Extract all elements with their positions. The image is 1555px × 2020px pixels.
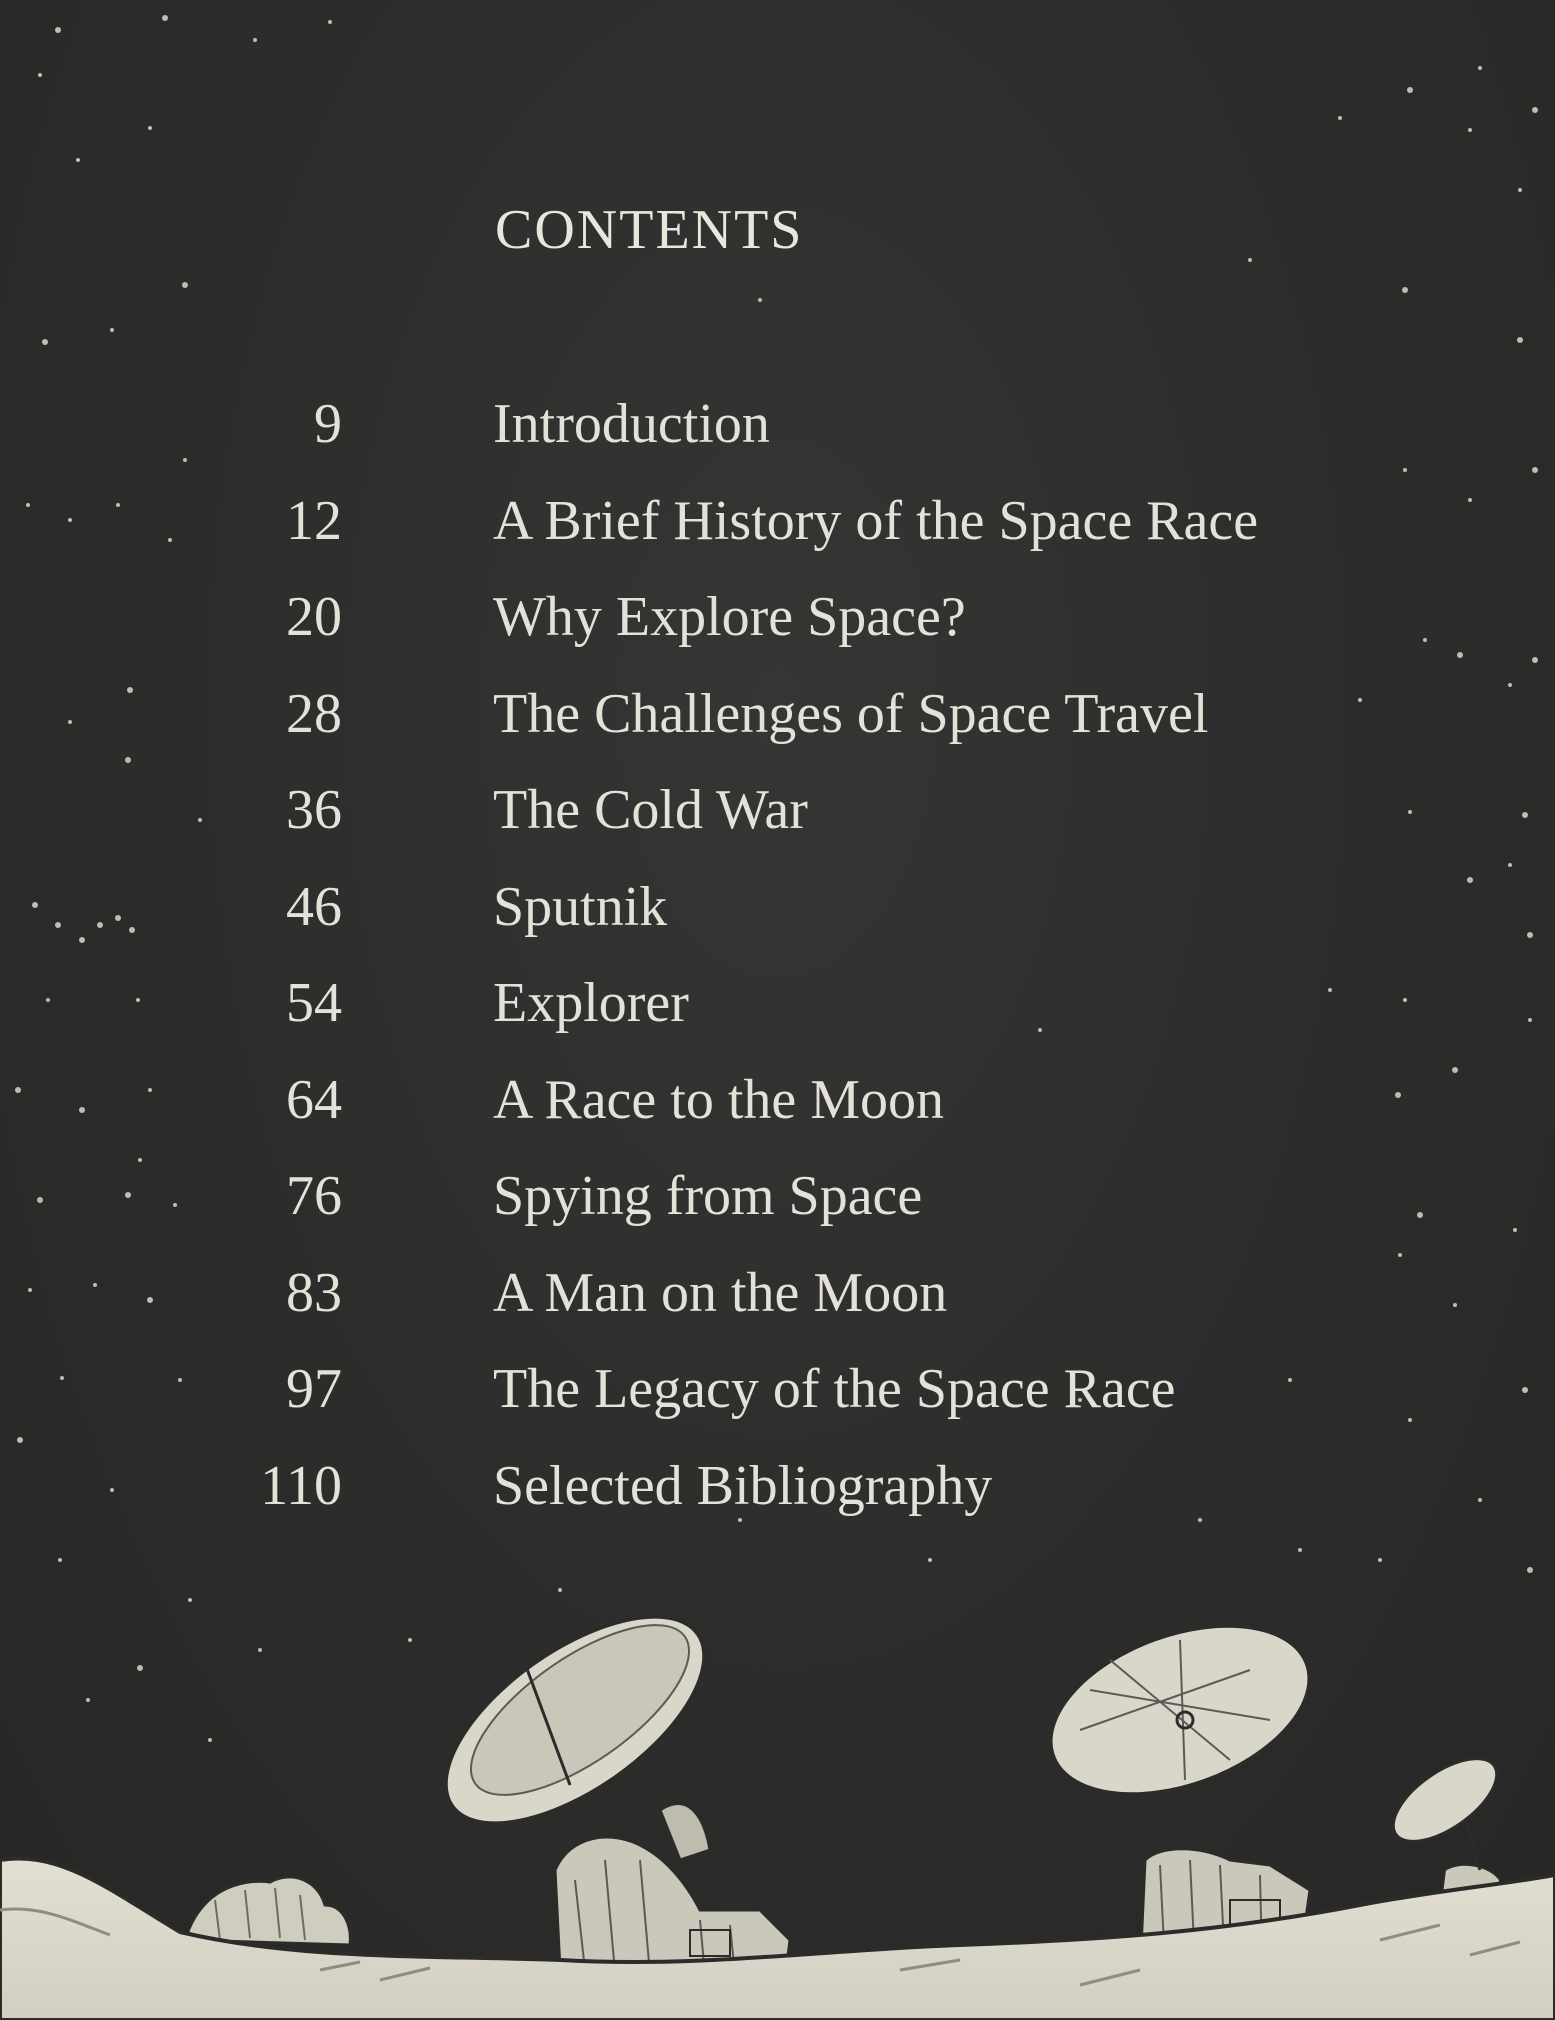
toc-chapter-title: A Brief History of the Space Race xyxy=(493,489,1259,552)
toc-entry xyxy=(0,1454,1555,1551)
toc-chapter-title: Why Explore Space? xyxy=(493,586,966,648)
rock-icon xyxy=(185,1877,350,1945)
toc-page-number: 46 xyxy=(286,875,342,938)
toc-page-number: 20 xyxy=(286,586,342,648)
toc-page-number: 9 xyxy=(314,393,342,455)
toc-page-number: 12 xyxy=(286,489,342,552)
toc-chapter-title: A Man on the Moon xyxy=(493,1261,948,1324)
toc-entry xyxy=(0,585,1555,682)
toc-page-number: 110 xyxy=(260,1454,342,1517)
toc-chapter-title: The Cold War xyxy=(493,779,808,841)
toc-entry xyxy=(0,875,1555,972)
toc-page-number: 83 xyxy=(286,1261,342,1324)
toc-entry xyxy=(0,1164,1555,1261)
toc-chapter-title: Introduction xyxy=(493,393,770,455)
toc-chapter-title: A Race to the Moon xyxy=(493,1068,945,1131)
toc-entry xyxy=(0,778,1555,875)
page-title: CONTENTS xyxy=(495,199,804,261)
satellite-dish-icon xyxy=(412,1577,790,1980)
toc-entry xyxy=(0,1068,1555,1165)
toc-page-number: 36 xyxy=(286,779,342,841)
toc-chapter-title: Selected Bibliography xyxy=(493,1454,993,1517)
toc-page-number: 97 xyxy=(286,1358,342,1420)
toc-entry xyxy=(0,392,1555,489)
toc-chapter-title: Spying from Space xyxy=(493,1165,923,1227)
toc-entry xyxy=(0,682,1555,779)
satellite-dish-icon xyxy=(1027,1593,1332,1970)
toc-entry xyxy=(0,1357,1555,1454)
table-of-contents xyxy=(0,392,1555,1550)
toc-page-number: 54 xyxy=(286,972,342,1034)
toc-chapter-title: Sputnik xyxy=(493,875,668,938)
toc-chapter-title: Explorer xyxy=(493,972,689,1034)
toc-chapter-title: The Legacy of the Space Race xyxy=(493,1358,1176,1420)
toc-page-number: 28 xyxy=(286,682,342,745)
toc-page-number: 64 xyxy=(286,1068,342,1131)
toc-entry xyxy=(0,489,1555,586)
toc-entry xyxy=(0,1261,1555,1358)
toc-page-number: 76 xyxy=(286,1165,342,1227)
toc-chapter-title: The Challenges of Space Travel xyxy=(493,682,1209,745)
toc-entry xyxy=(0,971,1555,1068)
satellite-dish-landscape xyxy=(0,1560,1555,2020)
